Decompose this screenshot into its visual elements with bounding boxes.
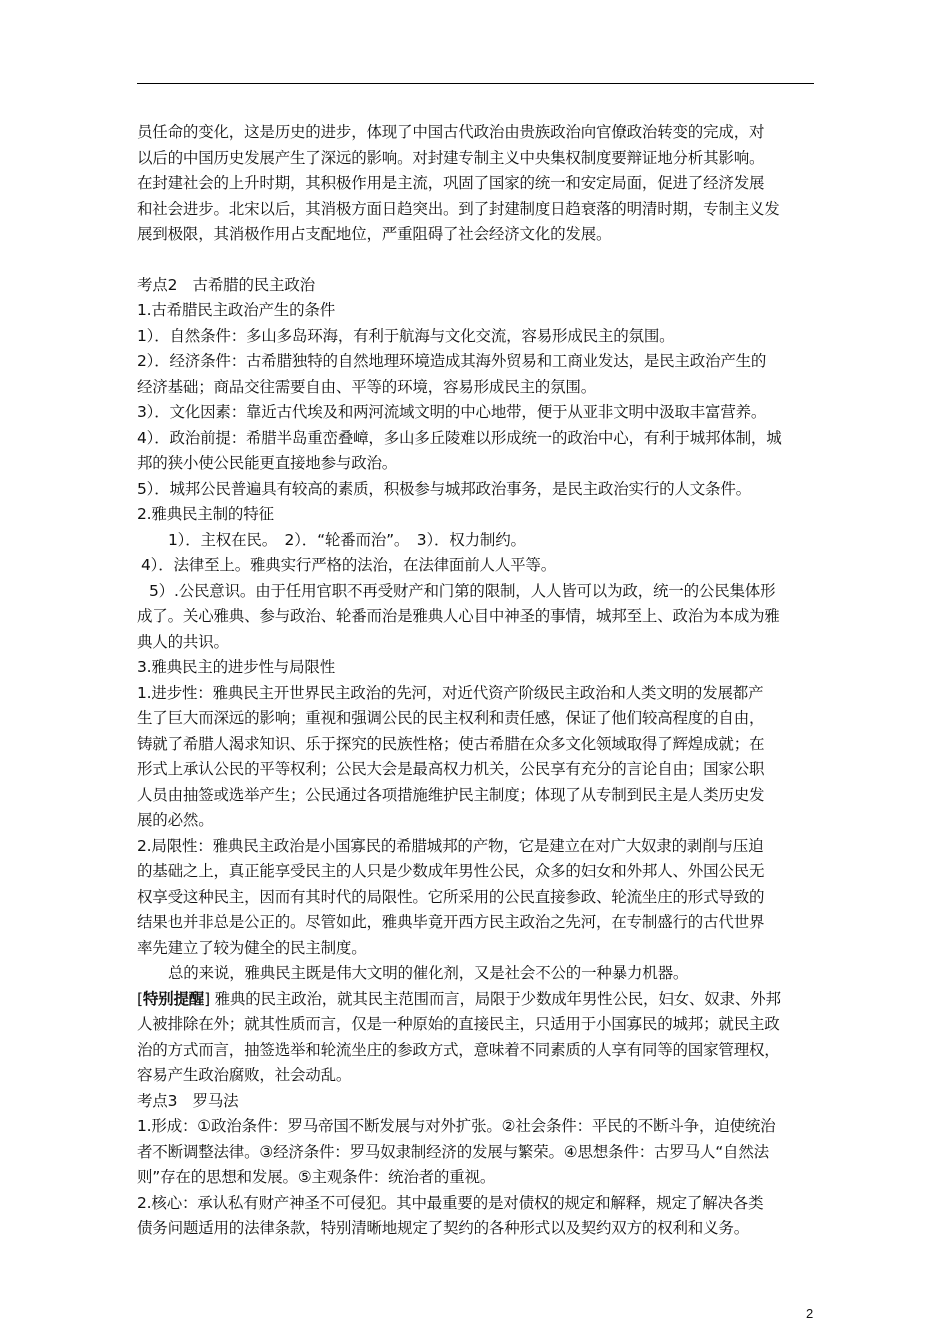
subheading-evaluation: 3.雅典民主的进步性与局限性 [137,658,335,676]
page-body [137,120,817,1242]
note-label: 特别提醒 [142,989,205,1008]
core-line: 债务问题适用的法律条款，特别清晰地规定了契约的各种形式以及契约双方的权利和义务。 [137,1219,750,1237]
progress-line: 人员由抽签或选举产生；公民通过各项措施维护民主制度；体现了从专制到民主是人类历史发 [137,785,765,804]
limitation-line: 2.局限性：雅典民主政治是小国寡民的希腊城邦的产物，它是建立在对广大奴隶的剥削与压迫 [137,836,764,855]
limitation-line: 率先建立了较为健全的民主制度。 [137,938,367,957]
note-line: 人被排除在外；就其性质而言，仅是一种原始的直接民主，只适用于小国寡民的城邦；就民主政 [137,1015,780,1033]
condition-human: 5）．城邦公民普遍具有较高的素质，积极参与城邦政治事务，是民主政治实行的人文条件。 [137,479,751,498]
limitation-line: 结果也并非总是公正的。尽管如此，雅典毕竟开西方民主政治之先河，在专制盛行的古代世界 [137,913,765,931]
section-heading-3: 考点3 罗马法 [137,1091,239,1110]
feature-citizen-cont: 成了。关心雅典、参与政治、轮番而治是雅典人心目中神圣的事情，城邦至上、政治为本成为雅 [137,607,780,625]
page-number: 2 [806,1306,814,1321]
formation-line: 则”存在的思想和发展。⑤主观条件：统治者的重视。 [137,1168,496,1186]
special-note [137,987,817,1013]
formation-line: 1.形成：①政治条件：罗马帝国不断发展与对外扩张。②社会条件：平民的不断斗争，迫使统治 [137,1117,776,1135]
feature-citizen-cont: 典人的共识。 [137,632,229,651]
condition-political: 4）．政治前提：希腊半岛重峦叠嶂，多山多丘陵难以形成统一的政治中心，有利于城邦体制，城 [137,428,782,447]
header-rule [137,83,814,84]
intro-line: 在封建社会的上升时期，其积极作用是主流，巩固了国家的统一和安定局面，促进了经济发展 [137,174,765,192]
summary-line: 总的来说，雅典民主既是伟大文明的催化剂，又是社会不公的一种暴力机器。 [168,964,689,982]
feature-citizen: 5）.公民意识。由于任用官职不再受财产和门第的限制，人人皆可以为政，统一的公民集体形 [149,581,776,600]
note-text: 雅典的民主政治，就其民主范围而言，局限于少数成年男性公民，妇女、奴隶、外邦 [214,989,781,1008]
progress-line: 展的必然。 [137,811,214,829]
limitation-line: 权享受这种民主，因而有其时代的局限性。它所采用的公民直接参政、轮流坐庄的形式导致的 [137,887,765,906]
note-line: 容易产生政治腐败，社会动乱。 [137,1066,352,1084]
intro-line: 展到极限，其消极作用占支配地位，严重阻碍了社会经济文化的发展。 [137,225,612,243]
subheading-features: 2.雅典民主制的特征 [137,505,274,523]
feature-law: 4）．法律至上。雅典实行严格的法治，在法律面前人人平等。 [141,556,557,574]
intro-line: 以后的中国历史发展产生了深远的影响。对封建专制主义中央集权制度要辩证地分析其影响。 [137,148,765,167]
note-bracket-open: [ [137,989,143,1008]
intro-line: 员任命的变化，这是历史的进步，体现了中国古代政治由贵族政治向官僚政治转变的完成，对 [137,123,765,141]
progress-line: 铸就了希腊人渴求知识、乐于探究的民族性格；使古希腊在众多文化领域取得了辉煌成就；在 [137,734,765,753]
limitation-line: 的基础之上，真正能享受民主的人只是少数成年男性公民，众多的妇女和外邦人、外国公民无 [137,862,765,880]
section-gap [137,248,817,273]
progress-line: 1.进步性：雅典民主开世界民主政治的先河，对近代资产阶级民主政治和人类文明的发展都产 [137,683,764,702]
section-heading-2: 考点2 古希腊的民主政治 [137,275,315,294]
progress-line: 生了巨大而深远的影响；重视和强调公民的民主权利和责任感，保证了他们较高程度的自由， [137,709,765,727]
progress-line: 形式上承认公民的平等权利；公民大会是最高权力机关，公民享有充分的言论自由；国家公职 [137,760,765,778]
condition-economic: 2）．经济条件：古希腊独特的自然地理环境造成其海外贸易和工商业发达，是民主政治产生的 [137,352,767,370]
features-1-3: 1）．主权在民。 2）．“轮番而治”。 3）．权力制约。 [168,530,526,549]
condition-cultural: 3）．文化因素：靠近古代埃及和两河流域文明的中心地带，便于从亚非文明中汲取丰富营养。 [137,403,767,421]
formation-line: 者不断调整法律。③经济条件：罗马奴隶制经济的发展与繁荣。④思想条件：古罗马人“自然法 [137,1142,769,1161]
note-line: 治的方式而言，抽签选举和轮流坐庄的参政方式，意味着不同素质的人享有同等的国家管理权， [137,1040,780,1059]
intro-line: 和社会进步。北宋以后，其消极方面日趋突出。到了封建制度日趋衰落的明清时期，专制主义发 [137,199,780,218]
condition-natural: 1）．自然条件：多山多岛环海，有利于航海与文化交流，容易形成民主的氛围。 [137,326,675,345]
core-line: 2.核心：承认私有财产神圣不可侵犯。其中最重要的是对债权的规定和解释，规定了解决各类 [137,1193,764,1212]
condition-economic-cont: 经济基础；商品交往需要自由、平等的环境，容易形成民主的氛围。 [137,377,597,396]
condition-political-cont: 邦的狭小使公民能更直接地参与政治。 [137,454,398,472]
note-bracket-close: ] [204,989,210,1008]
subheading-conditions: 1.古希腊民主政治产生的条件 [137,301,335,319]
